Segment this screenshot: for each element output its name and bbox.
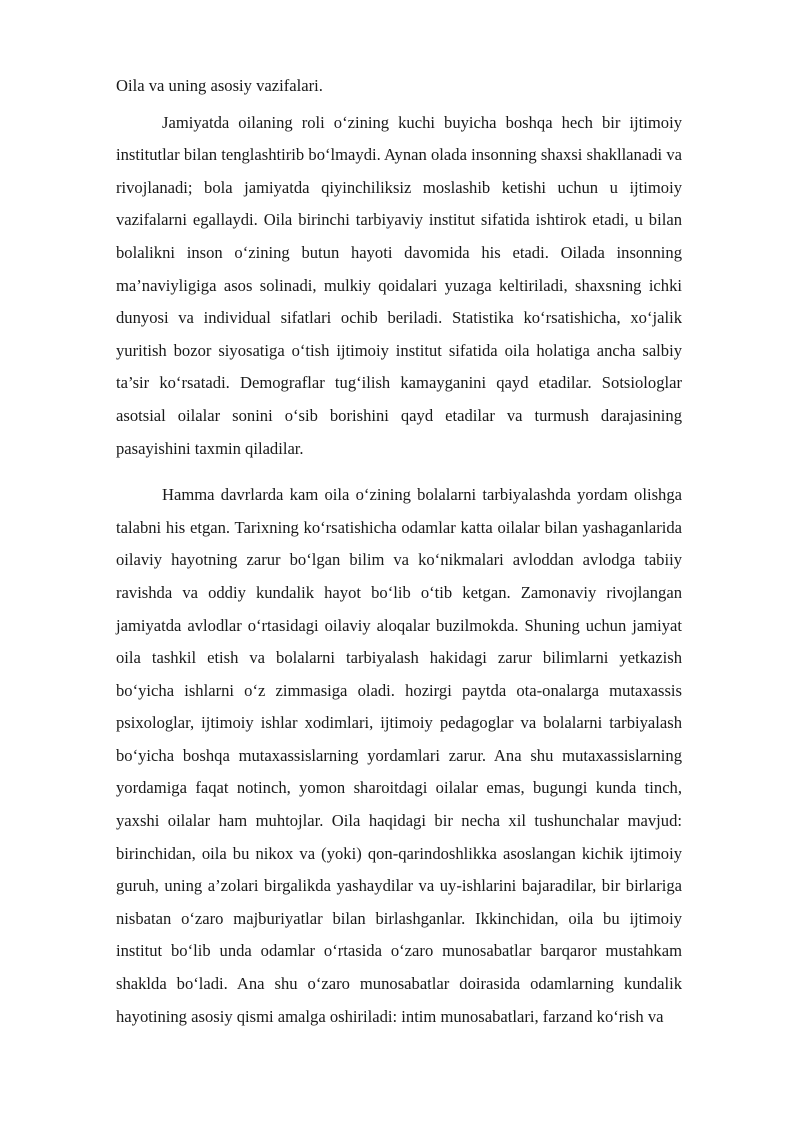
document-title: Oila va uning asosiy vazifalari. <box>116 76 323 95</box>
document-body <box>116 70 682 1047</box>
paragraph-1: Jamiyatda oilaning roli o‘zining kuchi buyicha boshqa hech bir ijtimoiy institutlar bilan tenglashtirib bo‘lmaydi. Aynan olada insonning shaxsi shakllanadi va rivojlanadi; bola jamiyatda qiyinchiliksiz moslashib ketishi uchun u ijtimoiy vazifalarni egallaydi. Oila birinchi tarbiyaviy institut sifatida ishtirok etadi, u bilan bolalikni inson o‘zining butun hayoti davomida his etadi. Oilada insonning ma’naviyligiga asos solinadi, mulkiy qoidalari yuzaga keltiriladi, shaxsning ichki dunyosi va individual sifatlari ochib beriladi. Statistika ko‘rsatishicha, xo‘jalik yuritish bozor siyosatiga o‘tish ijtimoiy institut sifatida oila holatiga ancha salbiy ta’sir ko‘rsatadi. Demograflar tug‘ilish kamayganini qayd etadilar. Sotsiologlar asotsial oilalar sonini o‘sib borishini qayd etadilar va turmush darajasining pasayishini taxmin qiladilar. <box>116 112 682 458</box>
paragraph-2: Hamma davrlarda kam oila o‘zining bolalarni tarbiyalashda yordam olishga talabni his etgan. Tarixning ko‘rsatishicha odamlar katta oilalar bilan yashaganlarida oilaviy hayotning zarur bo‘lgan bilim va ko‘nikmalari avloddan avlodga tabiiy ravishda va oddiy kundalik hayot bo‘lib o‘tib ketgan. Zamonaviy rivojlangan jamiyatda avlodlar o‘rtasidagi oilaviy aloqalar buzilmokda. Shuning uchun jamiyat oila tashkil etish va bolalarni tarbiyalash hakidagi zarur bilimlarni yetkazish bo‘yicha ishlarni o‘z zimmasiga oladi. hozirgi paytda ota-onalarga mutaxassis psixologlar, ijtimoiy ishlar xodimlari, ijtimoiy pedagoglar va bolalarni tarbiyalash bo‘yicha boshqa mutaxassislarning yordamlari zarur. Ana shu mutaxassislarning yordamiga faqat notinch, yomon sharoitdagi oilalar emas, bugungi kunda tinch, yaxshi oilalar ham muhtojlar. Oila haqidagi bir necha xil tushunchalar mavjud: birinchidan, oila bu nikox va (yoki) qon-qarindoshlikka asoslangan kichik ijtimoiy guruh, uning a’zolari birgalikda yashaydilar va uy-ishlarini bajaradilar, bir birlariga nisbatan o‘zaro majburiyatlar bilan birlashganlar. Ikkinchidan, oila bu ijtimoiy institut bo‘lib unda odamlar o‘rtasida o‘zaro munosabatlar barqaror mustahkam shaklda bo‘ladi. Ana shu o‘zaro munosabatlar doirasida odamlarning kundalik hayotining asosiy qismi amalga oshiriladi: intim munosabatlari, farzand ko‘rish va <box>116 485 682 1026</box>
